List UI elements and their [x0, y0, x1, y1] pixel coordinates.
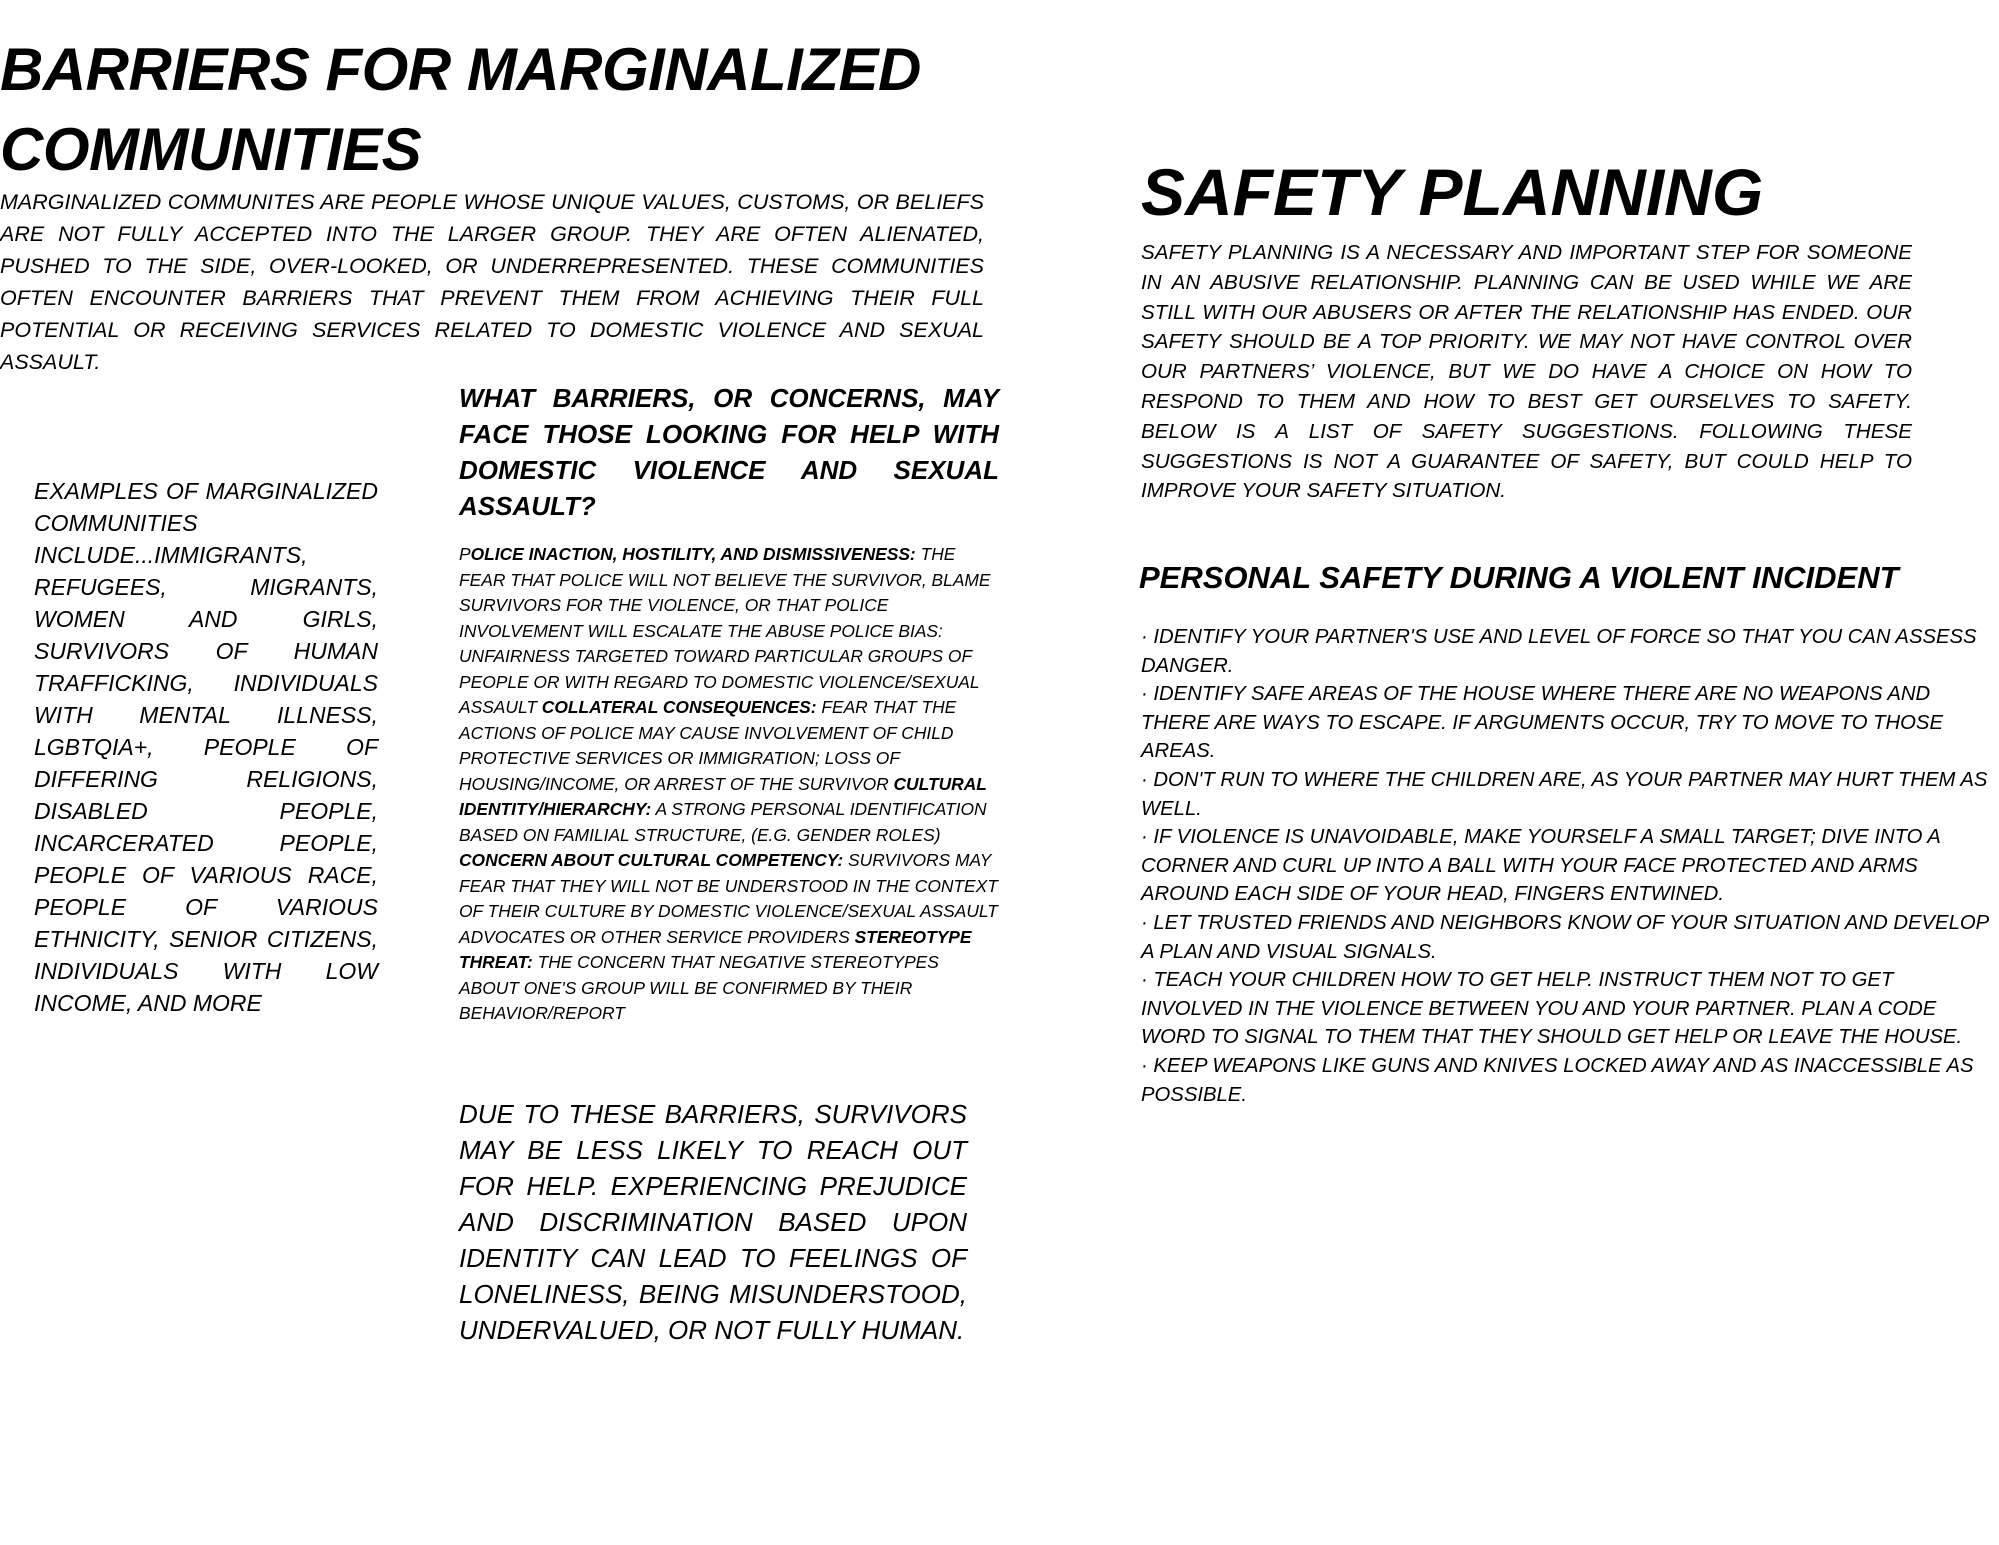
barrier-term-stereotype: STEREOTYPE THREAT:	[459, 926, 972, 972]
marginalized-examples: EXAMPLES OF MARGINALIZED COMMUNITIES INCLUDE...IMMIGRANTS, REFUGEES, MIGRANTS, WOMEN AND GIRLS, SURVIVORS OF HUMAN TRAFFICKING, INDIVIDUALS WITH MENTAL ILLNESS, LGBTQIA+, PEOPLE OF DIFFERING RELIGIONS, DISABLED PEOPLE, INCARCERATED PEOPLE, PEOPLE OF VARIOUS RACE, PEOPLE OF VARIOUS ETHNICITY, SENIOR CITIZENS, INDIVIDUALS WITH LOW INCOME, AND MORE	[34, 478, 378, 1016]
barrier-term-police: OLICE INACTION, HOSTILITY, AND DISMISSIVENESS:	[470, 544, 916, 564]
safety-tip: · DON'T RUN TO WHERE THE CHILDREN ARE, AS YOUR PARTNER MAY HURT THEM AS WELL.	[1141, 768, 1988, 820]
barrier-term-cultural-identity: CULTURAL IDENTITY/HIERARCHY:	[459, 773, 987, 819]
barriers-question: WHAT BARRIERS, OR CONCERNS, MAY FACE THOSE LOOKING FOR HELP WITH DOMESTIC VIOLENCE AND SEXUAL ASSAULT?	[459, 383, 999, 521]
barrier-term-collateral: COLLATERAL CONSEQUENCES:	[541, 697, 817, 717]
safety-tip: · IDENTIFY SAFE AREAS OF THE HOUSE WHERE THERE ARE NO WEAPONS AND THERE ARE WAYS TO ESCAPE. IF ARGUMENTS OCCUR, TRY TO MOVE TO THOSE AREAS.	[1141, 683, 1943, 763]
barrier-lead-letter: P	[459, 544, 471, 564]
safety-tips-list	[1141, 623, 1999, 1109]
safety-tip: · IDENTIFY YOUR PARTNER'S USE AND LEVEL OF FORCE SO THAT YOU CAN ASSESS DANGER.	[1141, 626, 1977, 677]
marginalized-intro: MARGINALIZED COMMUNITES ARE PEOPLE WHOSE UNIQUE VALUES, CUSTOMS, OR BELIEFS ARE NOT FULLY ACCEPTED INTO THE LARGER GROUP. THEY ARE OFTEN ALIENATED, PUSHED TO THE SIDE, OVER-LOOKED, OR UNDERREPRESENTED. THESE COMMUNITIES OFTEN ENCOUNTER BARRIERS THAT PREVENT THEM FROM ACHIEVING THEIR FULL POTENTIAL OR RECEIVING SERVICES RELATED TO DOMESTIC VIOLENCE AND SEXUAL ASSAULT.	[0, 190, 984, 374]
barriers-list	[459, 542, 999, 1027]
barrier-text-cultural-identity: A STRONG PERSONAL IDENTIFICATION BASED ON FAMILIAL STRUCTURE, (E.G. GENDER ROLES)	[459, 799, 987, 845]
barrier-text-stereotype: THE CONCERN THAT NEGATIVE STEREOTYPES ABOUT ONE'S GROUP WILL BE CONFIRMED BY THEIR BEHAVIOR/REPORT	[459, 952, 939, 1023]
barrier-text-collateral: FEAR THAT THE ACTIONS OF POLICE MAY CAUSE INVOLVEMENT OF CHILD PROTECTIVE SERVICES OR IMMIGRATION; LOSS OF HOUSING/INCOME, OR ARREST OF THE SURVIVOR	[459, 697, 957, 794]
safety-tip: · KEEP WEAPONS LIKE GUNS AND KNIVES LOCKED AWAY AND AS INACCESSIBLE AS POSSIBLE.	[1141, 1054, 1974, 1106]
safety-tip: · TEACH YOUR CHILDREN HOW TO GET HELP. INSTRUCT THEM NOT TO GET INVOLVED IN THE VIOLENCE BETWEEN YOU AND YOUR PARTNER. PLAN A CODE WORD TO SIGNAL TO THEM THAT THEY SHOULD GET HELP OR LEAVE THE HOUSE.	[1141, 969, 1963, 1049]
barrier-text-police: THE FEAR THAT POLICE WILL NOT BELIEVE THE SURVIVOR, BLAME SURVIVORS FOR THE VIOLENCE, OR THAT POLICE INVOLVEMENT WILL ESCALATE THE ABUSE POLICE BIAS: UNFAIRNESS TARGETED TOWARD PARTICULAR GROUPS OF PEOPLE OR WITH REGARD TO DOMESTIC VIOLENCE/SEXUAL ASSAULT	[459, 544, 991, 717]
due-to-barriers-text: DUE TO THESE BARRIERS, SURVIVORS MAY BE LESS LIKELY TO REACH OUT FOR HELP. EXPERIENCING PREJUDICE AND DISCRIMINATION BASED UPON IDENTITY CAN LEAD TO FEELINGS OF LONELINESS, BEING MISUNDERSTOOD, UNDERVALUED, OR NOT FULLY HUMAN.	[459, 1099, 967, 1345]
barrier-text-cultural-competency: SURVIVORS MAY FEAR THAT THEY WILL NOT BE UNDERSTOOD IN THE CONTEXT OF THEIR CULTURE BY DOMESTIC VIOLENCE/SEXUAL ASSAULT ADVOCATES OR OTHER SERVICE PROVIDERS	[459, 850, 998, 947]
safety-tip: · IF VIOLENCE IS UNAVOIDABLE, MAKE YOURSELF A SMALL TARGET; DIVE INTO A CORNER AND CURL UP INTO A BALL WITH YOUR FACE PROTECTED AND ARMS AROUND EACH SIDE OF YOUR HEAD, FINGERS ENTWINED.	[1141, 826, 1941, 906]
safety-planning-title: SAFETY PLANNING	[1141, 155, 1764, 229]
personal-safety-heading: PERSONAL SAFETY DURING A VIOLENT INCIDENT	[1139, 560, 1899, 595]
barriers-title: BARRIERS FOR MARGINALIZED COMMUNITIES	[0, 36, 921, 183]
safety-planning-intro: SAFETY PLANNING IS A NECESSARY AND IMPORTANT STEP FOR SOMEONE IN AN ABUSIVE RELATIONSHIP. PLANNING CAN BE USED WHILE WE ARE STILL WITH OUR ABUSERS OR AFTER THE RELATIONSHIP HAS ENDED. OUR SAFETY SHOULD BE A TOP PRIORITY. WE MAY NOT HAVE CONTROL OVER OUR PARTNERS’ VIOLENCE, BUT WE DO HAVE A CHOICE ON HOW TO RESPOND TO THEM AND HOW TO BEST GET OURSELVES TO SAFETY. BELOW IS A LIST OF SAFETY SUGGESTIONS. FOLLOWING THESE SUGGESTIONS IS NOT A GUARANTEE OF SAFETY, BUT COULD HELP TO IMPROVE YOUR SAFETY SITUATION.	[1141, 241, 1912, 503]
safety-tip: · LET TRUSTED FRIENDS AND NEIGHBORS KNOW OF YOUR SITUATION AND DEVELOP A PLAN AND VISUAL SIGNALS.	[1141, 911, 1989, 963]
barrier-term-cultural-competency: CONCERN ABOUT CULTURAL COMPETENCY:	[459, 850, 844, 870]
